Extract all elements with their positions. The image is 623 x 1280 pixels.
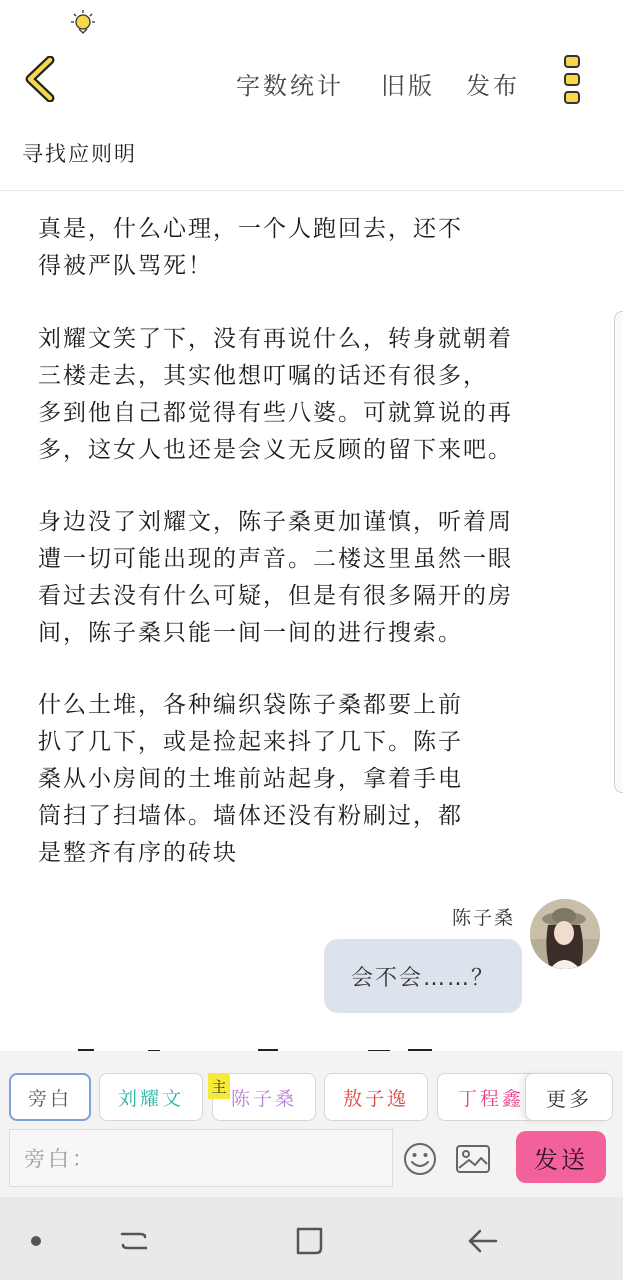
- story-line: 看过去没有什么可疑，但是有很多隔开的房: [38, 583, 513, 609]
- story-line: 真是，什么心理，一个人跑回去，还不: [38, 216, 463, 242]
- story-line: 多，这女人也还是会义无反顾的留下来吧。: [38, 437, 513, 463]
- story-line: 什么土堆，各种编织袋陈子桑都要上前: [38, 692, 463, 718]
- composer: [0, 1127, 623, 1197]
- story-paragraph: [38, 211, 463, 285]
- more-characters-button[interactable]: 更多: [525, 1073, 613, 1121]
- chat-bubble[interactable]: 会不会……？: [324, 939, 522, 1013]
- story-line: 多到他自己都觉得有些八婆。可就算说的再: [38, 400, 513, 426]
- story-line: 桑从小房间的土堆前站起身，拿着手电: [38, 766, 463, 792]
- story-line: 刘耀文笑了下，没有再说什么，转身就朝着: [38, 326, 513, 352]
- status-bar: [0, 0, 623, 44]
- character-tab-label: 丁程鑫: [458, 1087, 525, 1110]
- character-tab-liu-yaowen[interactable]: [99, 1073, 203, 1121]
- story-line: 遭一切可能出现的声音。二楼这里虽然一眼: [38, 546, 513, 572]
- smiley-icon[interactable]: [402, 1141, 438, 1177]
- story-line: 间，陈子桑只能一间一间的进行搜索。: [38, 620, 463, 646]
- character-bar: [0, 1051, 623, 1127]
- system-nav-bar: [0, 1197, 623, 1280]
- word-count-button[interactable]: 字数统计: [236, 72, 344, 100]
- story-paragraph: [38, 687, 463, 872]
- main-character-badge: 主: [208, 1073, 230, 1099]
- character-tab-label: 旁白: [27, 1087, 72, 1110]
- message-input[interactable]: 旁白：: [9, 1129, 393, 1187]
- scroll-handle[interactable]: [614, 311, 623, 793]
- story-paragraph: [38, 321, 513, 469]
- avatar-portrait-icon: [530, 899, 600, 969]
- story-line: 三楼走去，其实他想叮嘱的话还有很多，: [38, 363, 488, 389]
- publish-button[interactable]: 发布: [466, 72, 520, 100]
- send-button[interactable]: 发送: [516, 1131, 606, 1183]
- character-tab-ao-ziyi[interactable]: [324, 1073, 428, 1121]
- story-paragraph: [38, 504, 513, 652]
- story-line: 扒了几下，或是捡起来抖了几下。陈子: [38, 729, 463, 755]
- chat-speaker-name: 陈子桑: [452, 907, 516, 929]
- character-tab-label: 陈子桑: [230, 1087, 297, 1110]
- home-dot-icon[interactable]: [30, 1235, 42, 1247]
- character-tab-narrator[interactable]: [9, 1073, 91, 1121]
- character-tab-label: 敖子逸: [342, 1087, 409, 1110]
- story-line: 身边没了刘耀文，陈子桑更加谨慎，听着周: [38, 509, 513, 535]
- old-version-button[interactable]: 旧版: [381, 72, 435, 100]
- top-bar: [0, 44, 623, 120]
- back-button[interactable]: [20, 56, 64, 102]
- character-tab-label: 刘耀文: [117, 1087, 184, 1110]
- three-dots-vertical-icon[interactable]: [562, 54, 584, 106]
- story-line: 是整齐有序的砖块: [38, 840, 238, 866]
- story-content[interactable]: [0, 191, 623, 1051]
- back-arrow-icon[interactable]: [466, 1225, 500, 1257]
- recent-apps-icon[interactable]: [118, 1225, 150, 1257]
- document-title[interactable]: 寻找应则明: [22, 142, 137, 166]
- partial-text-line: [38, 1041, 558, 1051]
- avatar[interactable]: [530, 899, 600, 969]
- story-line: 筒扫了扫墙体。墙体还没有粉刷过，都: [38, 803, 463, 829]
- story-line: 得被严队骂死！: [38, 253, 213, 279]
- overview-square-icon[interactable]: [292, 1224, 326, 1258]
- notification-sun-icon: [70, 8, 96, 34]
- picture-icon[interactable]: [454, 1141, 492, 1177]
